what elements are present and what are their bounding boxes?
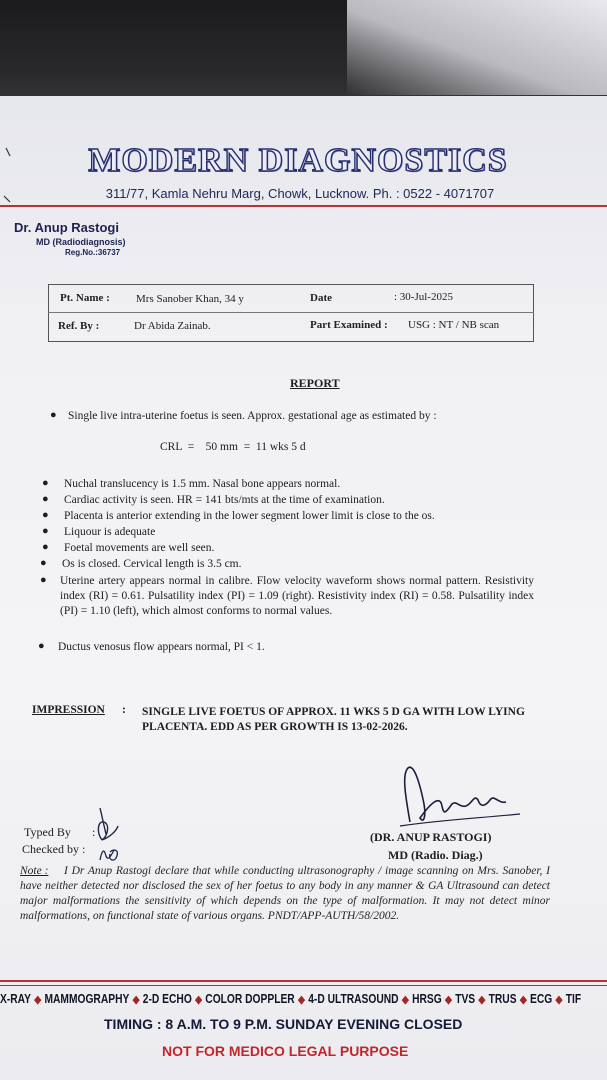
bullet-dot: ● [40, 574, 47, 586]
doctor-registration: Reg.No.:36737 [65, 248, 121, 257]
checker-initials [92, 804, 128, 864]
doctor-degree: MD (Radiodiagnosis) [36, 237, 126, 247]
diamond-icon: ◆ [478, 994, 486, 1006]
footer-divider [0, 980, 607, 982]
service-trus: TRUS [488, 992, 517, 1006]
diamond-icon: ◆ [555, 994, 563, 1006]
bullet-dot: ● [42, 525, 49, 537]
date-label: Date [310, 292, 332, 304]
patient-details-box [48, 284, 534, 342]
service-2d-echo: 2-D ECHO [142, 992, 192, 1006]
footer-divider-thin [0, 985, 607, 986]
part-examined-label: Part Examined : [310, 319, 388, 331]
diamond-icon: ◆ [34, 994, 42, 1006]
bullet-dot: ● [42, 541, 49, 553]
date-value: : 30-Jul-2025 [394, 291, 453, 303]
service-tif: TIF [565, 992, 582, 1006]
diamond-icon: ◆ [297, 994, 305, 1006]
doctor-signature [380, 764, 540, 834]
bullet-dot: ● [40, 557, 47, 569]
service-xray: X-RAY [0, 992, 31, 1006]
bullet-dot: ● [42, 477, 49, 489]
finding-cardiac: Cardiac activity is seen. HR = 141 bts/mts at the time of examination. [64, 494, 385, 506]
doctor-name: Dr. Anup Rastogi [14, 220, 119, 235]
lab-address: 311/77, Kamla Nehru Marg, Chowk, Lucknow. Ph. : 0522 - 4071707 [105, 186, 495, 201]
patient-name-value: Mrs Sanober Khan, 34 y [136, 293, 244, 305]
bullet-dot: ● [42, 509, 49, 521]
service-mammography: MAMMOGRAPHY [44, 992, 130, 1006]
header-divider [0, 205, 607, 207]
light-corner-background [347, 0, 607, 95]
note-label: Note : [20, 865, 49, 877]
crl-measurement: CRL = 50 mm = 11 wks 5 d [160, 441, 306, 453]
service-hrsg: HRSG [412, 992, 442, 1006]
service-color-doppler: COLOR DOPPLER [205, 992, 295, 1006]
signatory-name: (DR. ANUP RASTOGI) [370, 830, 492, 844]
diamond-icon: ◆ [444, 994, 452, 1006]
finding-placenta: Placenta is anterior extending in the lower segment lower limit is close to the os. [64, 510, 435, 522]
checked-by-label: Checked by : [22, 842, 86, 856]
diamond-icon: ◆ [519, 994, 527, 1006]
brand-title: MODERN DIAGNOSTICS [88, 142, 508, 179]
bullet-dot: ● [50, 409, 57, 421]
finding-ductus: Ductus venosus flow appears normal, PI < 1. [58, 641, 265, 653]
referred-by-label: Ref. By : [58, 320, 100, 332]
impression-label: IMPRESSION [32, 704, 105, 716]
referred-by-value: Dr Abida Zainab. [134, 320, 211, 332]
timing-text: TIMING : 8 A.M. TO 9 P.M. SUNDAY EVENING CLOSED [104, 1016, 463, 1032]
part-examined-value: USG : NT / NB scan [408, 319, 500, 331]
impression-colon: : [122, 704, 126, 716]
finding-cervix: Os is closed. Cervical length is 3.5 cm. [62, 558, 242, 570]
finding-liquour: Liquour is adequate [64, 526, 156, 538]
impression-text: SINGLE LIVE FOETUS OF APPROX. 11 WKS 5 D GA WITH LOW LYING PLACENTA. EDD AS PER GROWTH IS 13-02-2026. [142, 706, 525, 733]
report-title: REPORT [290, 376, 340, 390]
bullet-dot: ● [38, 640, 45, 652]
typed-by-colon: : [92, 825, 96, 839]
note-text: I Dr Anup Rastogi declare that while conducting ultrasonography / image scanning on Mrs. Sanober, I have neither detected nor disclosed the sex of her foetus to any body in any manner & GA Ultrasound can detect major malformations the sensitivity of which depends on the type of malformation. It may not detect minor malformations, on functional state of various organs. PNDT/APP-AUTH/58/2002. [20, 865, 550, 922]
diamond-icon: ◆ [401, 994, 409, 1006]
legal-disclaimer: NOT FOR MEDICO LEGAL PURPOSE [162, 1043, 409, 1059]
service-4d-ultrasound: 4-D ULTRASOUND [308, 992, 399, 1006]
finding-gestation: Single live intra-uterine foetus is seen. Approx. gestational age as estimated by : [68, 410, 437, 422]
services-strip [0, 992, 582, 1006]
finding-movements: Foetal movements are well seen. [64, 542, 215, 554]
diamond-icon: ◆ [132, 994, 140, 1006]
diamond-icon: ◆ [195, 994, 203, 1006]
patient-box-divider [48, 312, 534, 313]
finding-nuchal: Nuchal translucency is 1.5 mm. Nasal bone appears normal. [64, 478, 341, 490]
service-ecg: ECG [530, 992, 553, 1006]
finding-uterine-artery: Uterine artery appears normal in calibre. Flow velocity waveform shows normal pattern. Resistivity index (RI) = 0.61. Pulsatility index (PI) = 1.09 (right). Resistivity index (RI) = 0.58. Pulsatility index (PI) = 1.10 (left), which almost conforms to normal values. [60, 575, 534, 617]
signatory-degree: MD (Radio. Diag.) [388, 848, 483, 862]
typed-by-label: Typed By [24, 825, 71, 839]
service-tvs: TVS [455, 992, 476, 1006]
patient-name-label: Pt. Name : [60, 292, 110, 304]
bullet-dot: ● [42, 493, 49, 505]
